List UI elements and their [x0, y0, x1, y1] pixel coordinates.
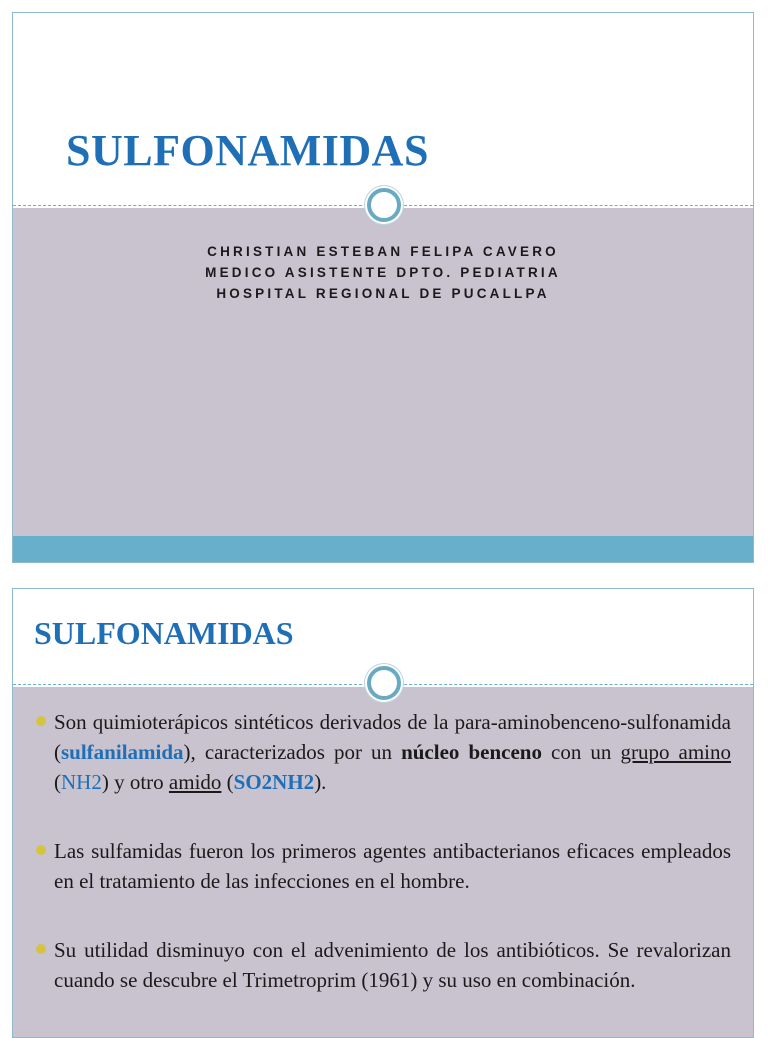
bullet-item: Son quimioterápicos sintéticos derivados de la para-aminobenceno-sulfonamida (sulfanilamida), caracterizados por un núcleo benceno con un grupo amino (NH2) y otro amido (SO2NH2).: [35, 707, 731, 797]
circle-ornament-icon: [367, 188, 401, 222]
author-info: [13, 241, 753, 304]
author-hospital: HOSPITAL REGIONAL DE PUCALLPA: [216, 286, 550, 301]
bullet-text: Su utilidad disminuyo con el advenimiento de los antibióticos. Se revalorizan cuando se descubre el Trimetroprim (1961) y su uso en combinación.: [54, 938, 731, 992]
bullet-dot-icon: [36, 845, 46, 855]
title-slide: [12, 12, 754, 563]
circle-ornament-icon: [367, 666, 401, 700]
bullet-text: Las sulfamidas fueron los primeros agentes antibacterianos eficaces empleados en el tratamiento de las infecciones en el hombre.: [54, 839, 731, 893]
title-area: [13, 13, 753, 208]
accent-bar: [13, 536, 753, 562]
bullet-item: [35, 836, 731, 896]
bullet-dot-icon: [36, 944, 46, 954]
bullet-item: [35, 935, 731, 995]
slide-title: SULFONAMIDAS: [34, 615, 294, 651]
author-name: CHRISTIAN ESTEBAN FELIPA CAVERO: [207, 244, 559, 259]
content-slide: [12, 588, 754, 1038]
subtitle-area: [13, 208, 753, 536]
bullet-list: [35, 707, 731, 1034]
slide-title: SULFONAMIDAS: [66, 126, 429, 175]
author-position: MEDICO ASISTENTE DPTO. PEDIATRIA: [205, 265, 561, 280]
bullet-dot-icon: [36, 716, 46, 726]
